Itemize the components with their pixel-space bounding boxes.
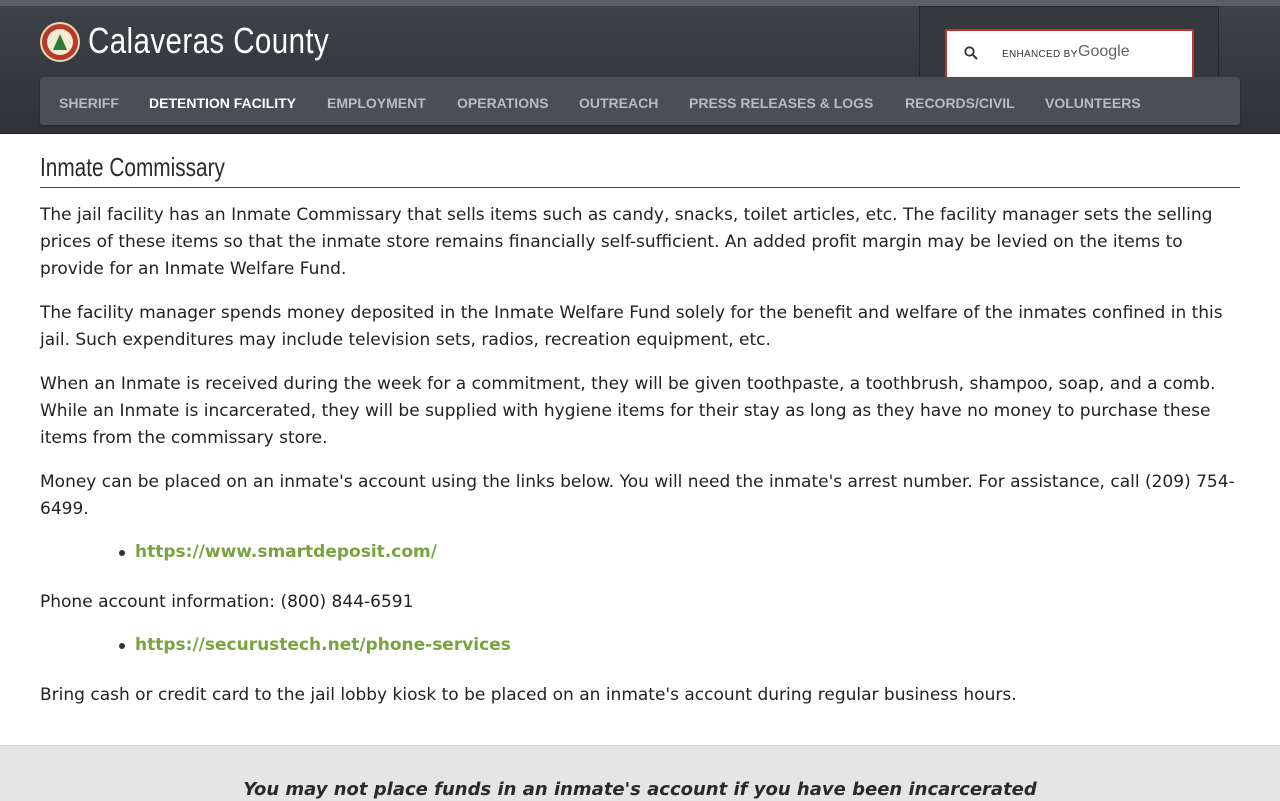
enhanced-by-label: ENHANCED BY <box>1002 49 1078 60</box>
search-box[interactable] <box>945 29 1194 79</box>
paragraph-hygiene: When an Inmate is received during the week for a commitment, they will be given toothpaste, a toothbrush, shampoo, soap, and a comb. While an Inmate is incarcerated, they will be supplied with hygiene items for their stay as long as they have no money to purchase these items from the commissary store. <box>40 374 1216 448</box>
nav-item-volunteers[interactable]: VOLUNTEERS <box>1045 95 1141 111</box>
nav-item-operations[interactable]: OPERATIONS <box>457 95 549 111</box>
site-title[interactable]: Calaveras County <box>88 20 330 61</box>
securus-link[interactable]: https://securustech.net/phone-services <box>135 635 511 655</box>
incarceration-notice: You may not place funds in an inmate's account if you have been incarcerated <box>243 779 1037 800</box>
nav-item-press-releases[interactable]: PRESS RELEASES & LOGS <box>689 95 874 111</box>
paragraph-money-deposit: Money can be placed on an inmate's account using the links below. You will need the inmate's arrest number. For assistance, call (209) 754-6499. <box>40 472 1235 519</box>
search-icon[interactable] <box>964 46 978 60</box>
bullet-icon <box>119 643 125 649</box>
deposit-link-list <box>40 539 437 566</box>
nav-item-outreach[interactable]: OUTREACH <box>579 95 659 111</box>
county-seal-icon[interactable] <box>40 22 80 62</box>
smartdeposit-link[interactable]: https://www.smartdeposit.com/ <box>135 542 437 562</box>
search-input[interactable] <box>1001 43 1181 67</box>
paragraph-commissary: The jail facility has an Inmate Commissary that sells items such as candy, snacks, toilet articles, etc. The facility manager sets the selling prices of these items so that the inmate store remains financially self-sufficient. An added profit margin may be levied on the items to provide for an Inmate Welfare Fund. <box>40 205 1213 279</box>
tree-icon <box>53 34 67 50</box>
nav-item-detention-facility[interactable]: DETENTION FACILITY <box>149 95 296 111</box>
main-nav <box>40 77 1240 125</box>
list-item <box>135 632 511 659</box>
nav-item-sheriff[interactable]: SHERIFF <box>59 95 119 111</box>
seal-inner <box>47 29 73 55</box>
google-brand-label: Google <box>1078 43 1130 60</box>
phone-account-info: Phone account information: (800) 844-6591 <box>40 592 414 612</box>
notice-band <box>0 745 1280 801</box>
list-item <box>135 539 437 566</box>
page-title: Inmate Commissary <box>40 152 225 182</box>
phone-link-list <box>40 632 511 659</box>
nav-item-records-civil[interactable]: RECORDS/CIVIL <box>905 95 1015 111</box>
paragraph-welfare-fund: The facility manager spends money deposited in the Inmate Welfare Fund solely for the benefit and welfare of the inmates confined in this jail. Such expenditures may include television sets, radios, recreation equipment, etc. <box>40 303 1223 350</box>
nav-item-employment[interactable]: EMPLOYMENT <box>327 95 426 111</box>
paragraph-kiosk: Bring cash or credit card to the jail lobby kiosk to be placed on an inmate's account during regular business hours. <box>40 685 1017 705</box>
bullet-icon <box>119 550 125 556</box>
title-divider <box>40 187 1240 188</box>
